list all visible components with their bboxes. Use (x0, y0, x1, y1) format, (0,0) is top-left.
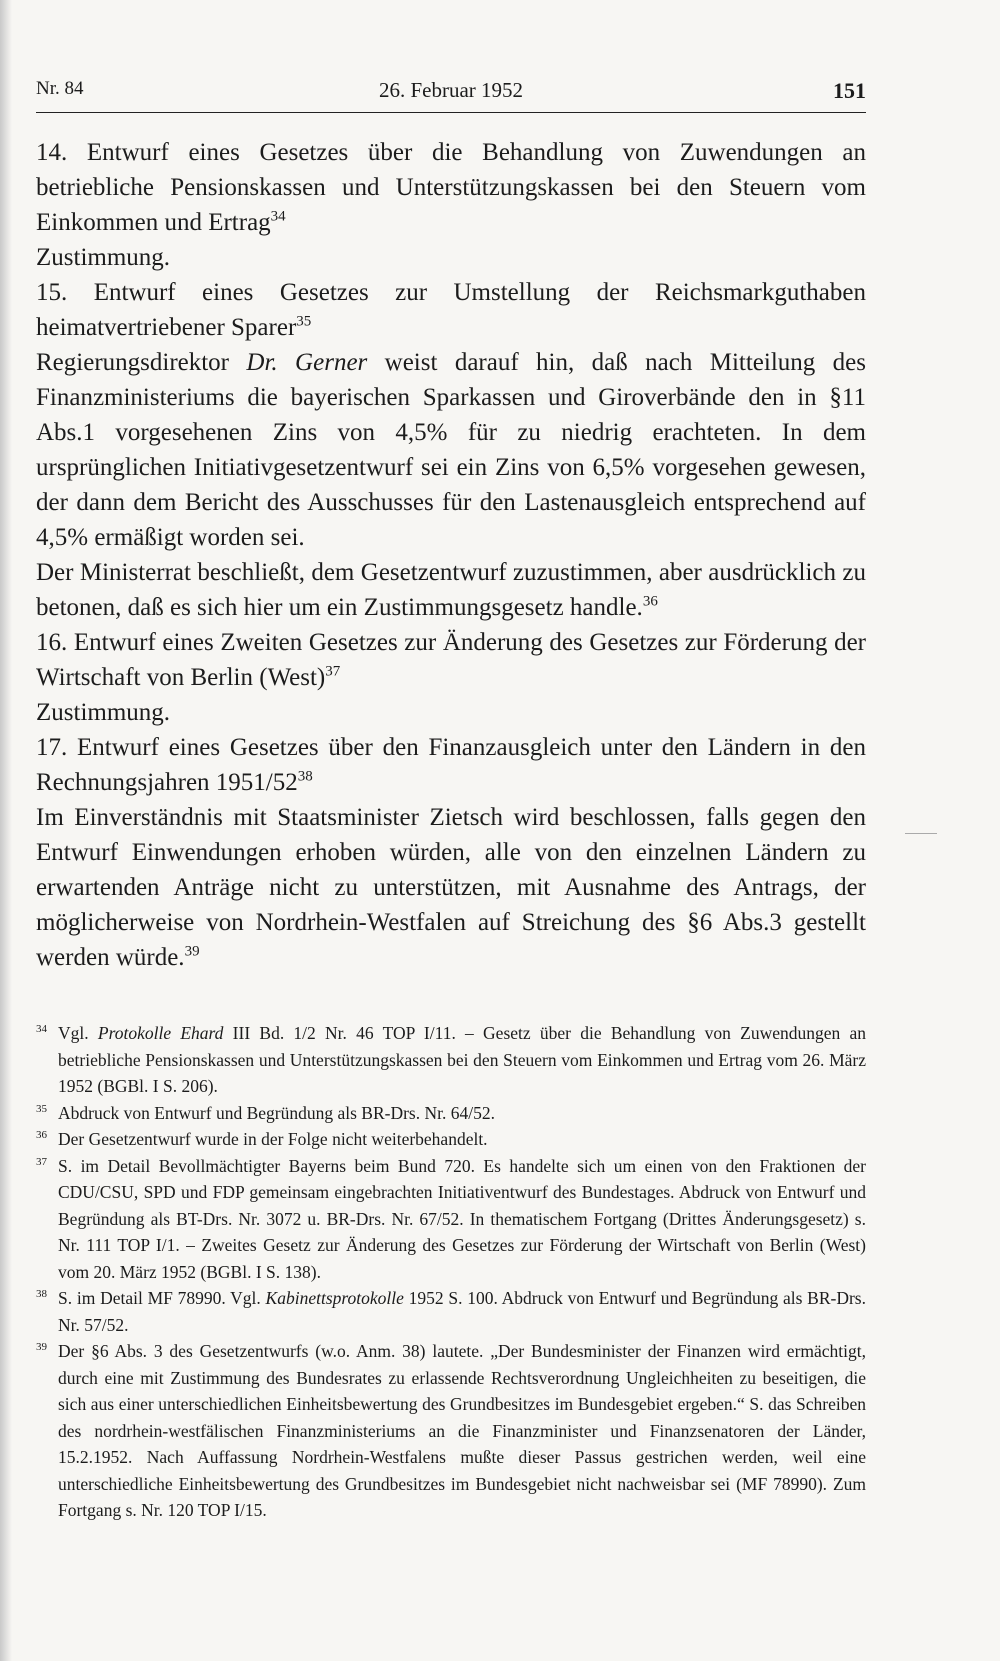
footnote-number: 37 (36, 1155, 47, 1168)
footnote-34: 34 Vgl. Protokolle Ehard III Bd. 1/2 Nr. 46 TOP I/11. – Gesetz über die Behandlung von Zuwendungen an betriebliche Pensionskassen und Unterstützungskassen bei den Steuern vom Einkommen und Ertrag vom 26. März 1952 (BGBl. I S. 206). (36, 1020, 866, 1100)
footnote-ref-34: 34 (270, 208, 286, 225)
footnote-ref-38: 38 (297, 768, 313, 785)
agenda-item-16-result: Zustimmung. (36, 699, 171, 726)
footnote-ref-39: 39 (184, 943, 200, 960)
speaker-name: Dr. Gerner (246, 349, 368, 376)
agenda-item-15-discussion: Regierungsdirektor Dr. Gerner weist darauf hin, daß nach Mitteilung des Finanzministeriums die bayerischen Sparkassen und Giroverbände den in §11 Abs.1 vorgesehenen Zins von 4,5% für zu niedrig erachteten. In dem ursprünglichen Initiativgesetzentwurf sei ein Zins von 6,5% vorgesehen gewesen, der dann dem Bericht des Ausschusses für den Lastenausgleich entsprechend auf 4,5% ermäßigt worden sei. (36, 349, 866, 551)
footnote-number: 34 (36, 1023, 47, 1035)
footnote-number: 39 (36, 1341, 47, 1353)
footnote-39: 39 Der §6 Abs. 3 des Gesetzentwurfs (w.o. Anm. 38) lautete. „Der Bundesminister der Finanzen wird ermächtigt, durch eine mit Zustimmung des Bundesrates zu erlassende Rechtsverordnung Ungleichheiten zu beseitigen, die sich aus einer unterschiedlichen Einheitsbewertung des Grundbesitzes im Bundesgebiet ergeben.“ S. das Schreiben des nordrhein-westfälischen Finanzministeriums an die Finanzminister und Finanzsenatoren der Länder, 15.2.1952. Nach Auffassung Nordrhein-Westfalens mußte dieser Passus gestrichen werden, weil eine unterschiedliche Einheitsbewertung des Grundbesitzes im Bundesgebiet nicht nachweisbar sei (MF 78990). Zum Fortgang s. Nr. 120 TOP I/15. (36, 1338, 866, 1524)
agenda-item-17: 17. Entwurf eines Gesetzes über den Finanzausgleich unter den Ländern in den Rechnungsjahren $1951/52^{38}$ (36, 734, 866, 796)
running-header (36, 78, 866, 113)
agenda-item-14-result: Zustimmung. (36, 244, 171, 271)
footnote-ref-35: 35 (296, 313, 312, 330)
margin-pencil-mark (905, 833, 937, 834)
footnotes (36, 1020, 866, 1524)
footnote-number: 35 (36, 1102, 47, 1115)
footnote-number: 38 (36, 1288, 47, 1300)
footnote-38: 38 S. im Detail MF 78990. Vgl. Kabinettsprotokolle 1952 S. 100. Abdruck von Entwurf und Begründung als BR-Drs. Nr. 57/52. (36, 1285, 866, 1338)
agenda-item-17-decision: Im Einverständnis mit Staatsminister Zietsch wird beschlossen, falls gegen den Entwurf Einwendungen erhoben würden, alle von den einzelnen Ländern zu erwartenden Anträge nicht zu unterstützen, mit Ausnahme des Antrags, der möglicherweise von Nordrhein-Westfalen auf Streichung des §6 Abs.3 gestellt werden würde.$^{39}$ (36, 804, 866, 971)
footnote-ref-37: 37 (325, 663, 341, 680)
footnote-37: 37 S. im Detail Bevollmächtigter Bayerns beim Bund 720. Es handelte sich um einen von den Fraktionen der CDU/CSU, SPD und FDP gemeinsam eingebrachten Initiativentwurf des Bundestages. Abdruck von Entwurf und Begründung als BT-Drs. Nr. 3072 u. BR-Drs. Nr. 67/52. In thematischem Fortgang (Drittes Änderungsgesetz) s. Nr. 111 TOP I/1. – Zweites Gesetz zur Änderung des Gesetzes zur Förderung der Wirtschaft von Berlin (West) vom 20. März 1952 (BGBl. I S. 138). (36, 1153, 866, 1286)
footnote-number: 36 (36, 1129, 47, 1141)
agenda-item-16: 16. Entwurf eines Zweiten Gesetzes zur Änderung des Gesetzes zur Förderung der Wirtschaft von Berlin (West)$^{37}$ (36, 629, 866, 691)
agenda-item-15: 15. Entwurf eines Gesetzes zur Umstellung der Reichsmarkguthaben heimatvertriebener Sparer$^{35}$ (36, 279, 866, 341)
footnote-36: 36 Der Gesetzentwurf wurde in der Folge nicht weiterbehandelt. (36, 1126, 866, 1153)
agenda-item-15-decision: Der Ministerrat beschließt, dem Gesetzentwurf zuzustimmen, aber ausdrücklich zu betonen, daß es sich hier um ein Zustimmungsgesetz handle.$^{36}$ (36, 559, 866, 621)
header-date: 26. Februar 1952 (378, 78, 524, 102)
page-number: 151 (833, 78, 866, 103)
page-gutter-shadow (0, 0, 12, 1661)
footnote-35: 35 Abdruck von Entwurf und Begründung als BR-Drs. Nr. 64/52. (36, 1100, 866, 1127)
agenda-item-14: 14. Entwurf eines Gesetzes über die Behandlung von Zuwendungen an betriebliche Pensionskassen und Unterstützungskassen bei den Steuern vom Einkommen und Ertrag$^{34}$ (36, 139, 866, 236)
footnote-ref-36: 36 (642, 593, 658, 610)
document-number: Nr. 84 (36, 78, 84, 99)
main-text (36, 135, 866, 975)
